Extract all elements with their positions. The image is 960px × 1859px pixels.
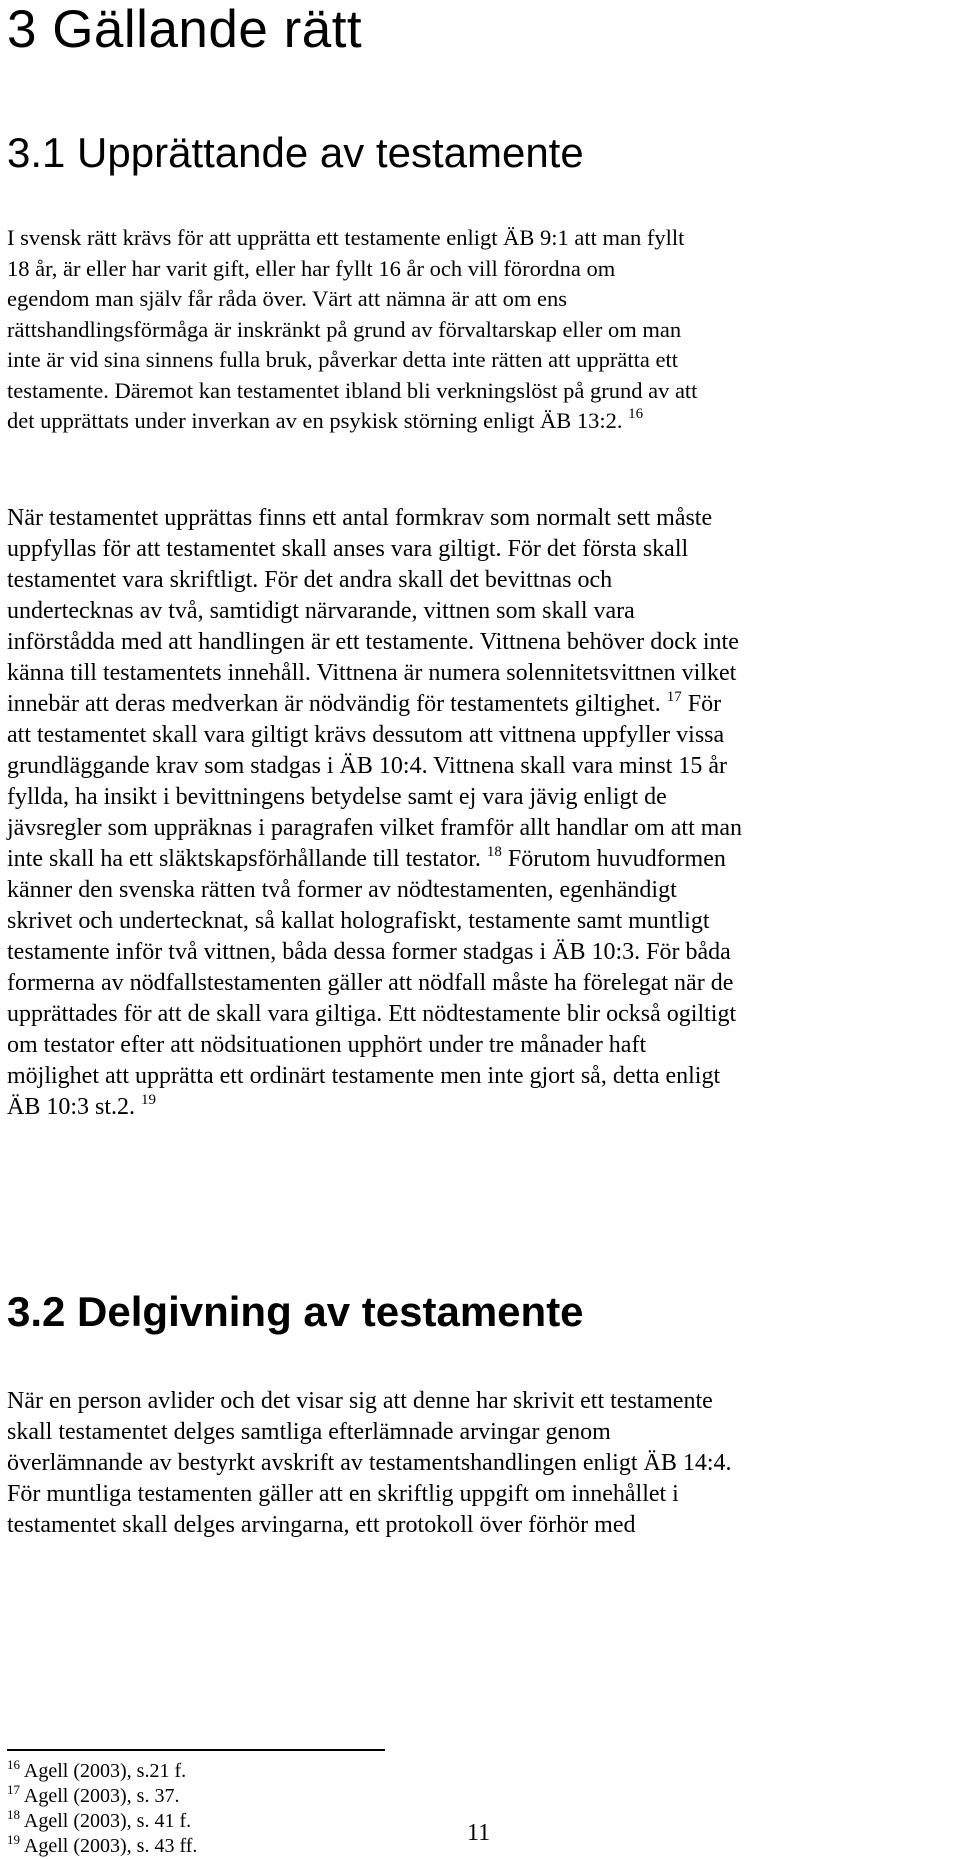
text-line: införstådda med att handlingen är ett testamente. Vittnena behöver dock inte (7, 629, 739, 655)
text-line: grundläggande krav som stadgas i ÄB 10:4. Vittnena skall vara minst 15 år (7, 753, 727, 779)
footnote-number: 19 (7, 1832, 20, 1847)
text-line: möjlighet att upprätta ett ordinärt testamente men inte gjort så, detta enligt (7, 1063, 721, 1089)
footnote-19 (7, 1834, 197, 1859)
text-line: När testamentet upprättas finns ett antal formkrav som normalt sett måste (7, 505, 713, 531)
text-line: fyllda, ha insikt i bevittningens betydelse samt ej vara jävig enligt de (7, 784, 667, 810)
text-line: om testator efter att nödsituationen upphört under tre månader haft (7, 1032, 647, 1058)
text-line: att testamentet skall vara giltigt krävs dessutom att vittnena uppfyller vissa (7, 722, 725, 748)
paragraph-1 (7, 223, 952, 437)
chapter-heading: 3 Gällande rätt (7, 0, 363, 59)
text-line: rättshandlingsförmåga är inskränkt på grund av förvaltarskap eller om man (7, 316, 682, 342)
footnote-ref-19[interactable]: 19 (141, 1092, 157, 1108)
document-page (7, 0, 952, 1857)
footnote-text: Agell (2003), s. 43 ff. (23, 1835, 198, 1857)
footnote-ref-17[interactable]: 17 (666, 689, 682, 705)
text-line: 18 år, är eller har varit gift, eller har fyllt 16 år och vill förordna om (7, 255, 616, 281)
text-line (7, 406, 952, 437)
footnote-text: Agell (2003), s. 41 f. (23, 1810, 192, 1832)
text-line: formerna av nödfallstestamenten gäller att nödfall måste ha förelegat när de (7, 970, 734, 996)
footnote-17 (7, 1784, 197, 1809)
footnote-separator (7, 1749, 385, 1751)
footnote-ref-18[interactable]: 18 (486, 844, 502, 860)
footnote-18 (7, 1809, 197, 1834)
text-segment: det upprättats under inverkan av en psykisk störning enligt ÄB 13:2. (7, 408, 623, 433)
text-line: skall testamentet delges samtliga efterlämnade arvingar genom (7, 1419, 611, 1445)
text-segment: ÄB 10:3 st.2. (7, 1094, 136, 1120)
text-line: I svensk rätt krävs för att upprätta ett testamente enligt ÄB 9:1 att man fyllt (7, 225, 685, 250)
footnote-number: 17 (7, 1782, 20, 1797)
text-line: För muntliga testamenten gäller att en skriftlig uppgift om innehållet i (7, 1481, 679, 1507)
footnote-ref-16[interactable]: 16 (628, 406, 644, 422)
text-segment: Förutom huvudformen (501, 846, 726, 872)
footnote-text: Agell (2003), s.21 f. (23, 1760, 187, 1782)
text-line: skrivet och undertecknat, så kallat holografiskt, testamente samt muntligt (7, 908, 710, 934)
text-line: egendom man själv får råda över. Värt att nämna är att om ens (7, 286, 568, 311)
text-line: När en person avlider och det visar sig att denne har skrivit ett testamente (7, 1388, 713, 1414)
text-segment: inte skall ha ett släktskapsförhållande till testator. (7, 846, 481, 872)
footnotes (7, 1759, 197, 1859)
text-line: känner den svenska rätten två former av nödtestamenten, egenhändigt (7, 877, 677, 903)
text-line: känna till testamentets innehåll. Vittnena är numera solennitetsvittnen vilket (7, 660, 737, 686)
paragraph-2 (7, 503, 952, 1123)
footnote-number: 16 (7, 1757, 20, 1772)
text-line: inte är vid sina sinnens fulla bruk, påverkar detta inte rätten att upprätta ett (7, 347, 679, 372)
paragraph-3 (7, 1386, 952, 1541)
footnote-number: 18 (7, 1807, 20, 1822)
text-segment: För (681, 691, 722, 717)
text-line: testamente. Däremot kan testamentet ibland bli verkningslöst på grund av att (7, 377, 698, 403)
text-line: upprättades för att de skall vara giltiga. Ett nödtestamente blir också ogiltigt (7, 1001, 737, 1027)
text-line: testamentet vara skriftligt. För det andra skall det bevittnas och (7, 567, 613, 593)
text-line (7, 689, 952, 720)
section-heading-3-2: 3.2 Delgivning av testamente (7, 1288, 584, 1335)
text-line (7, 844, 952, 875)
text-line: uppfyllas för att testamentet skall anses vara giltigt. För det första skall (7, 536, 689, 562)
text-line: överlämnande av bestyrkt avskrift av testamentshandlingen enligt ÄB 14:4. (7, 1450, 732, 1476)
text-line (7, 1092, 952, 1123)
text-line: undertecknas av två, samtidigt närvarande, vittnen som skall vara (7, 598, 635, 624)
text-line: testamentet skall delges arvingarna, ett protokoll över förhör med (7, 1512, 636, 1538)
text-line: testamente inför två vittnen, båda dessa former stadgas i ÄB 10:3. För båda (7, 939, 731, 965)
footnote-text: Agell (2003), s. 37. (23, 1785, 180, 1807)
section-heading-3-1: 3.1 Upprättande av testamente (7, 129, 584, 176)
page-number: 11 (467, 1820, 491, 1846)
text-line: jävsregler som uppräknas i paragrafen vilket framför allt handlar om att man (7, 815, 743, 841)
text-segment: innebär att deras medverkan är nödvändig för testamentets giltighet. (7, 691, 661, 717)
footnote-16 (7, 1759, 197, 1784)
